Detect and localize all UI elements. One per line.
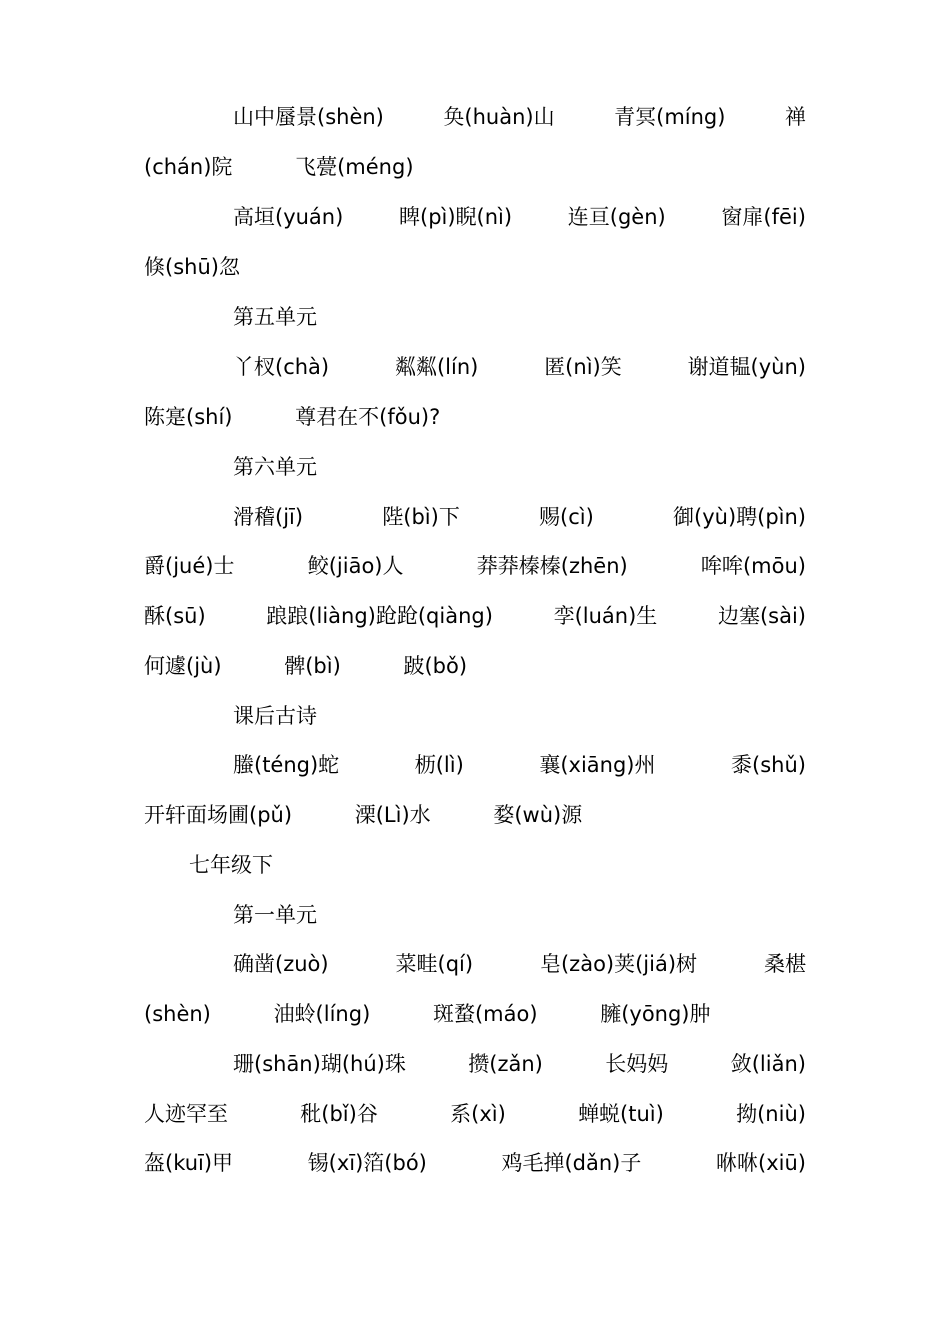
vocab-item: 人迹罕至	[144, 1102, 228, 1126]
text-line	[144, 149, 806, 185]
vocab-item: 谢道韫(yùn)	[687, 355, 806, 379]
text-line	[233, 499, 806, 535]
vocab-item: 倏(shū)忽	[144, 255, 240, 279]
vocab-item: 山中蜃景(shèn)	[233, 105, 384, 129]
section-heading	[233, 897, 806, 933]
text-line	[144, 648, 806, 684]
vocab-item: 枥(lì)	[414, 753, 464, 777]
vocab-item: 臃(yōng)肿	[600, 1002, 711, 1026]
vocab-item: 御(yù)聘(pìn)	[673, 505, 806, 529]
vocab-item: 青冥(míng)	[614, 105, 726, 129]
section-title: 第五单元	[233, 305, 317, 329]
vocab-item: 蝉蜕(tuì)	[578, 1102, 664, 1126]
vocab-item: 斑蝥(máo)	[432, 1002, 538, 1026]
vocab-item: 盔(kuī)甲	[144, 1151, 234, 1175]
vocab-item: (shèn)	[144, 1002, 211, 1026]
vocab-item: 油蛉(líng)	[273, 1002, 371, 1026]
vocab-item: 攒(zǎn)	[468, 1052, 543, 1076]
section-title: 课后古诗	[233, 704, 317, 728]
vocab-item: 窗扉(fēi)	[721, 205, 806, 229]
text-line	[233, 199, 806, 235]
section-title: 第一单元	[233, 903, 317, 927]
vocab-item: 丫杈(chà)	[233, 355, 330, 379]
vocab-item: 确凿(zuò)	[233, 952, 329, 976]
vocab-item: 赐(cì)	[539, 505, 594, 529]
vocab-item: 奂(huàn)山	[443, 105, 555, 129]
vocab-item: 滑稽(jī)	[233, 505, 304, 529]
text-line	[233, 946, 806, 982]
vocab-item: 菜畦(qí)	[395, 952, 474, 976]
vocab-item: 哞哞(mōu)	[700, 554, 806, 578]
vocab-item: 边塞(sài)	[717, 604, 806, 628]
vocab-item: 皂(zào)荚(jiá)树	[539, 952, 698, 976]
vocab-item: 黍(shǔ)	[731, 753, 806, 777]
vocab-item: 锡(xī)箔(bó)	[307, 1151, 427, 1175]
text-line	[233, 747, 806, 783]
vocab-item: 珊(shān)瑚(hú)珠	[233, 1052, 406, 1076]
vocab-item: 爵(jué)士	[144, 554, 235, 578]
vocab-item: 匿(nì)笑	[544, 355, 622, 379]
vocab-item: 婺(wù)源	[493, 803, 583, 827]
vocab-item: 桑椹	[763, 952, 806, 976]
vocab-item: 陛(bì)下	[382, 505, 460, 529]
section-heading	[233, 698, 806, 734]
text-line	[233, 1046, 806, 1082]
vocab-item: 长妈妈	[605, 1052, 669, 1076]
vocab-item: 陈寔(shí)	[144, 405, 233, 429]
section-title: 第六单元	[233, 455, 317, 479]
text-line	[144, 249, 806, 285]
vocab-item: 系(xì)	[450, 1102, 506, 1126]
vocab-item: 髀(bì)	[284, 654, 341, 678]
vocab-item: 尊君在不(fǒu)?	[295, 405, 441, 429]
section-heading	[233, 299, 806, 335]
vocab-item: 敛(liǎn)	[730, 1052, 806, 1076]
vocab-item: (chán)院	[144, 155, 233, 179]
vocab-item: 孪(luán)生	[553, 604, 658, 628]
text-line	[144, 1096, 806, 1132]
vocab-item: 鲛(jiāo)人	[307, 554, 404, 578]
vocab-item: 襄(xiāng)州	[539, 753, 656, 777]
vocab-item: 粼粼(lín)	[394, 355, 479, 379]
text-line	[233, 99, 806, 135]
text-line	[144, 797, 806, 833]
vocab-item: 连亘(gèn)	[567, 205, 666, 229]
vocab-item: 飞甍(méng)	[295, 155, 414, 179]
grade-heading	[189, 847, 806, 883]
text-line	[144, 996, 806, 1032]
vocab-item: 咻咻(xiū)	[716, 1151, 806, 1175]
text-line	[144, 1145, 806, 1181]
vocab-item: 睥(pì)睨(nì)	[399, 205, 513, 229]
vocab-item: 开轩面场圃(pǔ)	[144, 803, 293, 827]
vocab-item: 拗(niù)	[736, 1102, 806, 1126]
vocab-item: 跛(bǒ)	[403, 654, 468, 678]
vocab-item: 酥(sū)	[144, 604, 206, 628]
vocab-item: 禅	[784, 105, 806, 129]
vocab-item: 何遽(jù)	[144, 654, 222, 678]
vocab-item: 踉踉(liàng)跄跄(qiàng)	[266, 604, 493, 628]
vocab-item: 螣(téng)蛇	[233, 753, 340, 777]
text-line	[144, 548, 806, 584]
vocab-item: 溧(Lì)水	[354, 803, 431, 827]
vocab-item: 高垣(yuán)	[233, 205, 344, 229]
vocab-item: 秕(bǐ)谷	[300, 1102, 378, 1126]
text-line	[233, 349, 806, 385]
text-line	[144, 399, 806, 435]
grade-title: 七年级下	[189, 853, 273, 877]
section-heading	[233, 449, 806, 485]
text-line	[144, 598, 806, 634]
vocab-item: 莽莽榛榛(zhēn)	[476, 554, 628, 578]
vocab-item: 鸡毛掸(dǎn)子	[501, 1151, 642, 1175]
